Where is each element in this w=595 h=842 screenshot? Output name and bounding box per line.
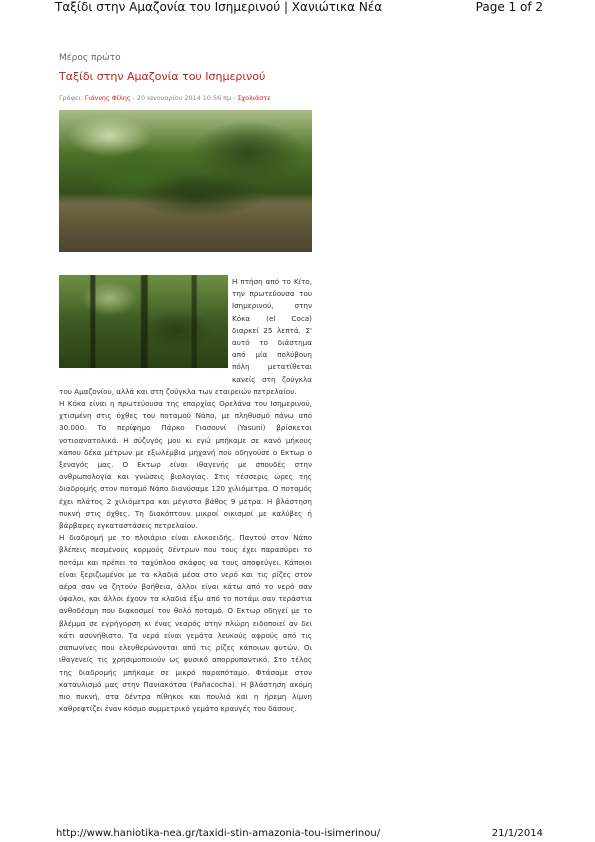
- photo-float-spacer: [59, 276, 232, 378]
- print-footer-url: http://www.haniotika-nea.gr/taxidi-stin-amazonia-tou-isimerinou/: [56, 828, 381, 839]
- river-photo: [59, 110, 312, 252]
- article-kicker: Μέρος πρώτο: [59, 53, 121, 63]
- comment-link[interactable]: Σχολιάστε: [237, 94, 271, 102]
- article-paragraph: Η διαδρομή με το πλοιάριο είναι ελικοειδής. Παντού στον Νάπο βλέπεις πεσμένους κορμούς δέντρων που τους έχει παρασύρει το ποτάμι και πρέπει το ταχύπλοο σκάφος να τους αποφεύγει. Κάποιοι είναι ξεριζωμένοι με τα κλαδιά μέσα στο νερό και τις ρίζες στον αέρα σαν να ζητούν βοήθεια, άλλοι είναι κάτω από το νερό σαν ύφαλοι, και άλλοι έχουν τα κλαδιά έξω από το ποτάμι σαν τεράστια ανθοδέσμη που διακοσμεί τον θολό ποταμό. Ο Εκτωρ οδηγεί με το βλέμμα σε εγρήγορση κι ένας νεαρός στην πλώρη ειδοποιεί αν δει κάτι ασυνήθιστο. Τα νερά είναι γεμάτα λευκούς αφρούς από τις σαπωνίνες που ελευθερώνονται από τις ρίζες κάποιων φυτών. Οι ιθαγενείς τις χρησιμοποιούν ως φυσικό απορρυπαντικό. Στο τέλος της διαδρομής μπήκαμε σε μικρό παραπόταμο. Φτάσαμε στον καταυλισμό μας στην Πανιακότσα (Pañacocha). Η βλάστηση ακόμη πιο πυκνή, στα δέντρα πίθηκοι και πουλιά και η ήρεμη λίμνη καθρεφτίζει έναν κόσμο συμμετρικό γεμάτο κραυγές του δάσους.: [59, 533, 312, 714]
- byline-date: - 20 Ιανουαρίου 2014 10:56 πμ -: [130, 94, 238, 102]
- article-byline: [59, 94, 271, 102]
- article-paragraph: Η Κόκα είναι η πρωτεύουσα της επαρχίας Ορελάνα του Ισημερινού, χτισμένη στις όχθες του ποταμού Νάπο, με πληθυσμό πάνω από 30.000. Το περίφημο Πάρκο Γιασουνί (Yasuni) βρίσκεται νοτιοανατολικά. Η σύζυγός μου κι εγώ μπήκαμε σε κανό μήκους κάπου δέκα μέτρων με εξωλέμβια μηχανή που οδηγούσε ο Εκτωρ ο ξεναγός μας. Ο Εκτωρ είναι ιθαγενής με σπουδές στην ανθρωπολογία και γνώσεις βιολογίας. Στις τέσσερις ώρες της διαδρομής στον ποταμό Νάπο διανύσαμε 120 χιλιόμετρα. Ο ποταμός έχει πλάτος 2 χιλιόμετρα και μέγιστο βάθος 9 μέτρα. Η βλάστηση πυκνή στις όχθες. Τη διακόπτουν μικροί οικισμοί με καλύβες ή βάρβαρες εγκαταστάσεις πετρελαίου.: [59, 399, 312, 531]
- article-title[interactable]: Ταξίδι στην Αμαζονία του Ισημερινού: [59, 70, 266, 83]
- author-link[interactable]: Γιάννης Φίλης: [84, 94, 131, 102]
- article-paragraph: Η πτήση από το Κίτο, την πρωτεύουσα του Ισημερινού, στην Κόκα (el Coca) διαρκεί 25 λεπτά. Σ' αυτό το διάστημα από μία πολύβουη πόλη μετατίθεται κανείς στη ζούγκλα του Αμαζονίου, αλλά και στη ζούγκλα των εταιρειών πετρελαίου.: [59, 277, 312, 396]
- article-body: [59, 276, 312, 715]
- print-page-number: Page 1 of 2: [475, 0, 543, 14]
- byline-prefix: Γράφει:: [59, 94, 85, 102]
- print-footer-date: 21/1/2014: [491, 828, 543, 839]
- print-header-title: Ταξίδι στην Αμαζονία του Ισημερινού | Χανιώτικα Νέα: [55, 0, 383, 14]
